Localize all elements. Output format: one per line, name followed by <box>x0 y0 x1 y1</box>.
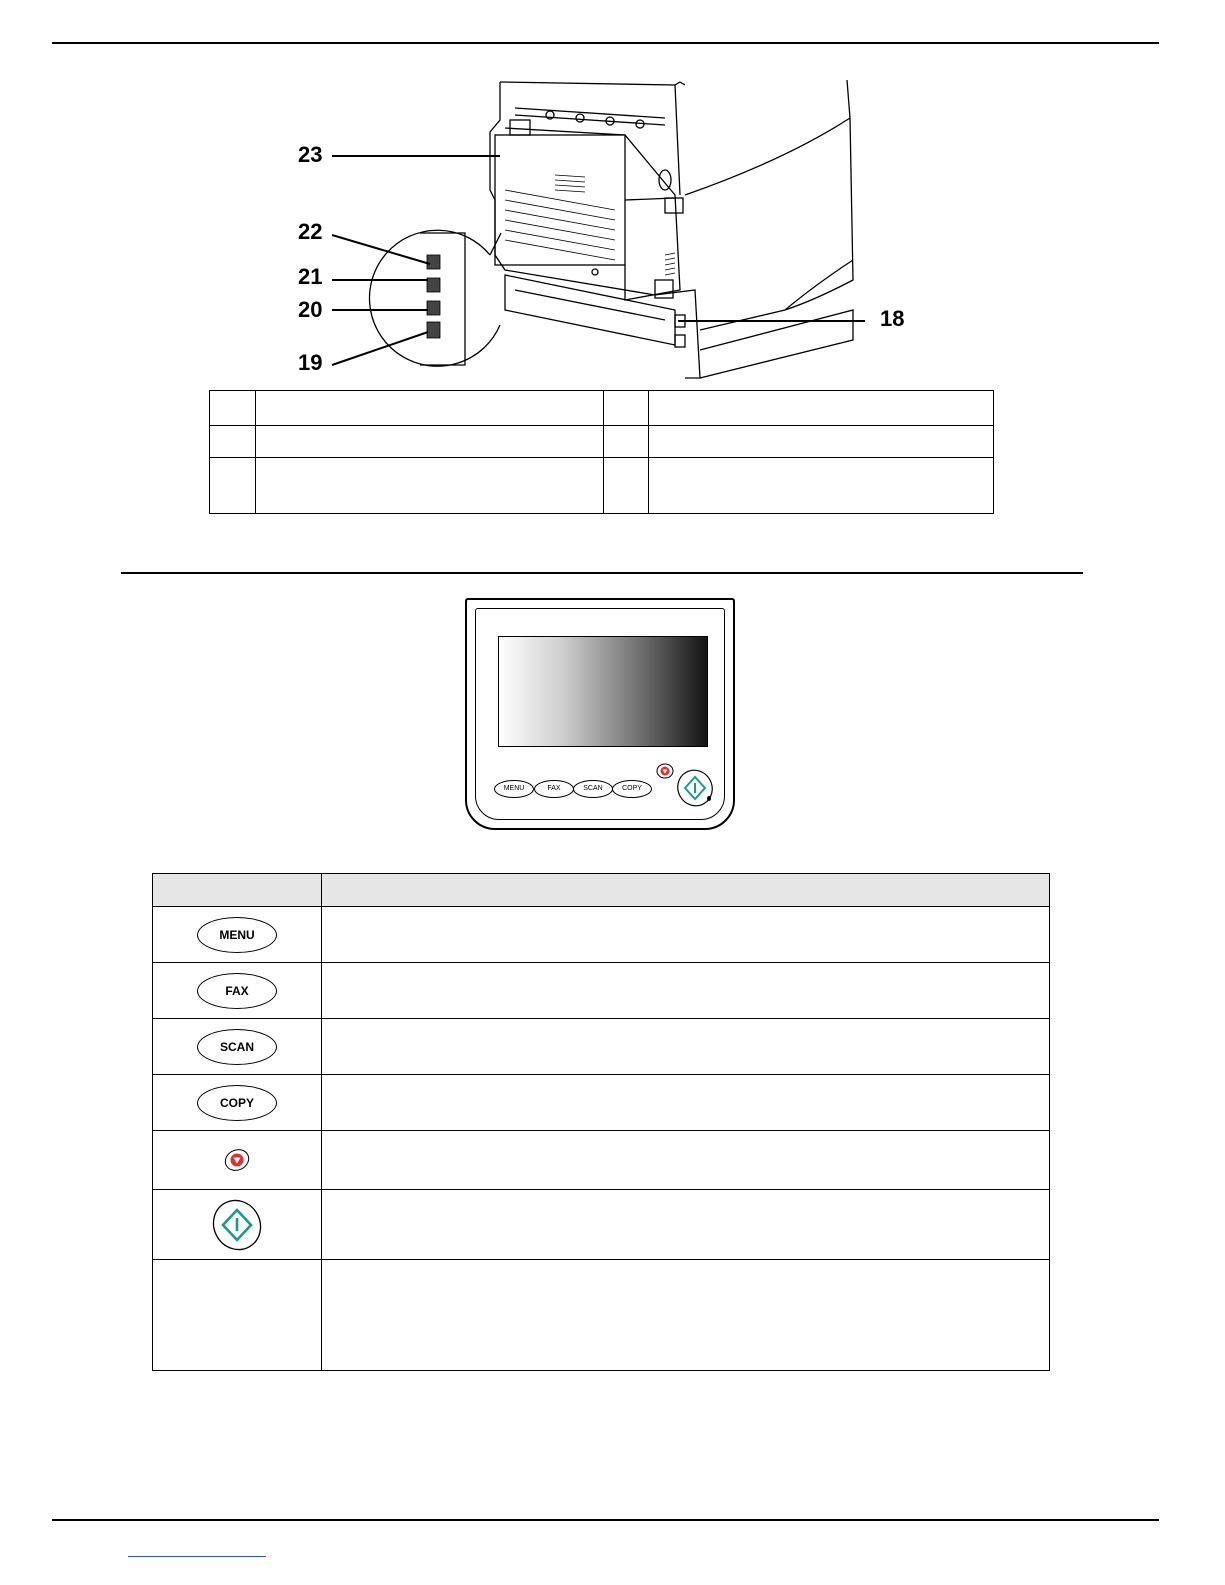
description-cell <box>322 1190 1050 1260</box>
table-row <box>153 1075 1050 1131</box>
scan-button[interactable]: SCAN <box>197 1029 277 1065</box>
table-row <box>153 1190 1050 1260</box>
key-cell <box>153 1075 322 1131</box>
table-row <box>210 458 994 514</box>
description-cell <box>322 1260 1050 1371</box>
table-row <box>153 1131 1050 1190</box>
callout-21: 21 <box>298 264 323 289</box>
table-cell <box>649 391 994 426</box>
panel-menu-button[interactable]: MENU <box>494 780 534 798</box>
key-cell <box>153 1190 322 1260</box>
description-cell <box>322 963 1050 1019</box>
panel-scan-button[interactable]: SCAN <box>573 780 613 798</box>
stop-icon[interactable] <box>222 1147 252 1173</box>
description-cell <box>322 907 1050 963</box>
panel-start-icon[interactable] <box>675 768 715 808</box>
table-cell <box>604 391 649 426</box>
table-row <box>153 1019 1050 1075</box>
table-row <box>210 391 994 426</box>
touch-screen <box>498 636 708 747</box>
keys-table <box>152 873 1050 1371</box>
column-header-description <box>322 874 1050 907</box>
description-cell <box>322 1131 1050 1190</box>
callout-19: 19 <box>298 350 323 375</box>
description-cell <box>322 1075 1050 1131</box>
table-row <box>153 907 1050 963</box>
panel-fax-button[interactable]: FAX <box>534 780 574 798</box>
callout-leaders <box>320 140 880 380</box>
table-cell <box>649 426 994 458</box>
key-cell <box>153 1131 322 1190</box>
key-cell <box>153 1019 322 1075</box>
table-header-row <box>153 874 1050 907</box>
callout-22: 22 <box>298 219 323 244</box>
key-cell <box>153 1260 322 1371</box>
copy-button[interactable]: COPY <box>197 1085 277 1121</box>
column-header-key <box>153 874 322 907</box>
panel-copy-button[interactable]: COPY <box>612 780 652 798</box>
callout-18: 18 <box>880 306 905 331</box>
start-icon[interactable] <box>210 1198 264 1252</box>
top-rule <box>52 42 1159 44</box>
panel-indicator-dot <box>707 796 711 801</box>
table-cell <box>256 426 604 458</box>
table-row <box>210 426 994 458</box>
table-cell <box>210 458 256 514</box>
callout-23: 23 <box>298 142 323 167</box>
menu-button[interactable]: MENU <box>197 917 277 953</box>
table-cell <box>604 426 649 458</box>
section-rule <box>121 572 1083 574</box>
footer-rule <box>52 1519 1159 1521</box>
table-cell <box>256 391 604 426</box>
panel-stop-icon[interactable] <box>656 763 674 779</box>
callout-20: 20 <box>298 297 323 322</box>
key-cell <box>153 907 322 963</box>
table-cell <box>649 458 994 514</box>
table-row <box>153 1260 1050 1371</box>
table-cell <box>210 426 256 458</box>
table-cell <box>210 391 256 426</box>
parts-table <box>209 390 994 514</box>
key-cell <box>153 963 322 1019</box>
fax-button[interactable]: FAX <box>197 973 277 1009</box>
table-cell <box>256 458 604 514</box>
footer-link-underline[interactable] <box>128 1556 266 1557</box>
control-panel-illustration <box>465 598 735 830</box>
table-row <box>153 963 1050 1019</box>
description-cell <box>322 1019 1050 1075</box>
table-cell <box>604 458 649 514</box>
